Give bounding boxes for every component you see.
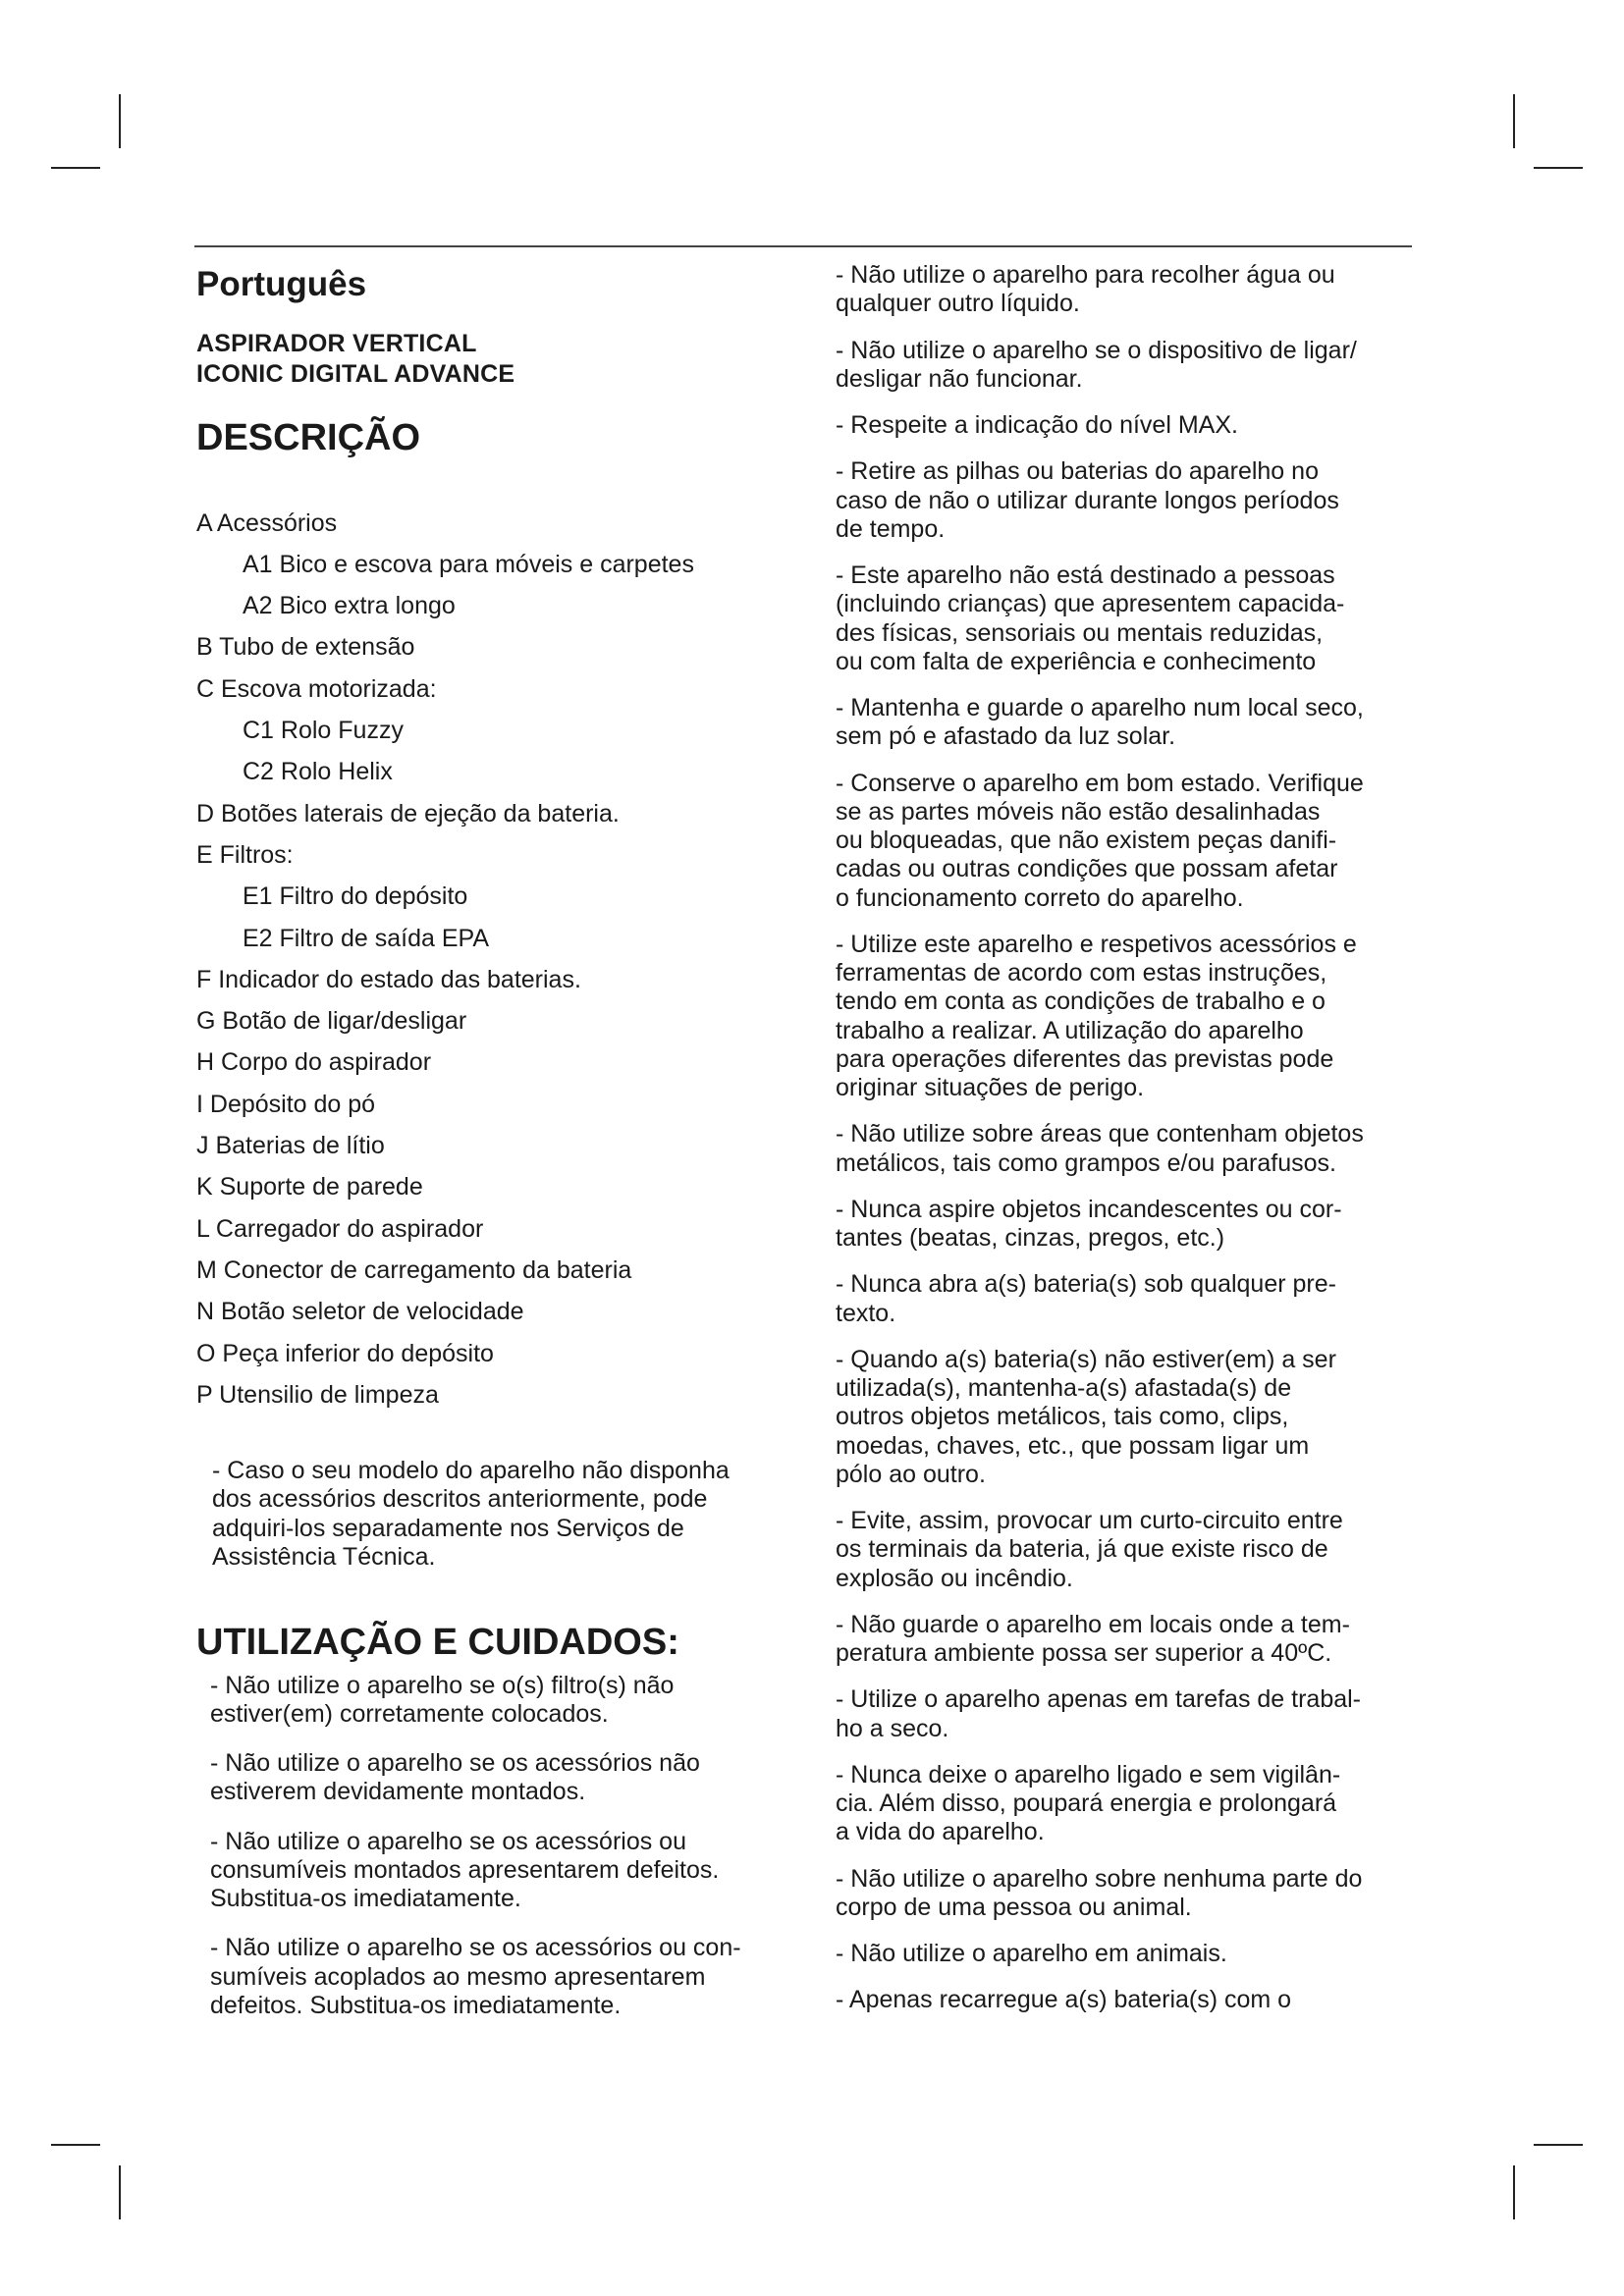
safety-instruction: - Respeite a indicação do nível MAX. xyxy=(836,411,1238,439)
left-column xyxy=(196,261,805,2041)
safety-instruction: - Conserve o aparelho em bom estado. Verifique se as partes móveis não estão desalinhadas ou bloqueadas, que não existem peças danifi- cadas ou outras condições que possam afetar o funcionamento correto do aparelho. xyxy=(836,769,1364,912)
safety-instruction: - Não utilize sobre áreas que contenham objetos metálicos, tais como grampos e/ou parafusos. xyxy=(836,1120,1364,1177)
usage-left-paragraphs xyxy=(196,1672,805,2021)
safety-instruction: - Não utilize o aparelho se o(s) filtro(s) não estiver(em) corretamente colocados. xyxy=(210,1671,675,1728)
parts-list-item: J Baterias de lítio xyxy=(196,1132,385,1160)
parts-list xyxy=(196,503,805,1416)
crop-mark-bottom-right-vertical xyxy=(1513,2165,1515,2219)
safety-instruction: - Este aparelho não está destinado a pessoas (incluindo crianças) que apresentem capacida- des físicas, sensoriais ou mentais reduzidas, ou com falta de experiência e conhecimento xyxy=(836,561,1345,675)
safety-instruction: - Não utilize o aparelho se o dispositivo de ligar/ desligar não funcionar. xyxy=(836,336,1357,393)
product-line-1: ASPIRADOR VERTICAL xyxy=(196,330,477,357)
parts-list-subitem: E2 Filtro de saída EPA xyxy=(243,924,490,952)
product-name xyxy=(196,329,805,389)
crop-mark-top-right-horizontal xyxy=(1534,167,1583,169)
parts-list-subitem: A1 Bico e escova para móveis e carpetes xyxy=(243,550,694,578)
crop-mark-bottom-left-vertical xyxy=(119,2165,121,2219)
parts-list-item: E Filtros: xyxy=(196,840,294,869)
description-heading: DESCRIÇÃO xyxy=(196,417,421,458)
safety-instruction: - Evite, assim, provocar um curto-circuito entre os terminais da bateria, já que existe risco de explosão ou incêndio. xyxy=(836,1507,1343,1592)
product-line-2: ICONIC DIGITAL ADVANCE xyxy=(196,359,515,388)
safety-instruction: - Não utilize o aparelho para recolher água ou qualquer outro líquido. xyxy=(836,261,1335,318)
safety-instruction: - Utilize este aparelho e respetivos acessórios e ferramentas de acordo com estas instruções, tendo em conta as condições de trabalho e o trabalho a realizar. A utilização do aparelho para operações diferentes das previstas pode originar situações de perigo. xyxy=(836,930,1357,1101)
safety-instruction: - Não utilize o aparelho sobre nenhuma parte do corpo de uma pessoa ou animal. xyxy=(836,1864,1363,1921)
crop-mark-top-left-horizontal xyxy=(51,167,100,169)
parts-list-subitem: A2 Bico extra longo xyxy=(243,592,456,620)
parts-list-item: M Conector de carregamento da bateria xyxy=(196,1255,632,1284)
safety-instruction: - Não guarde o aparelho em locais onde a tem- peratura ambiente possa ser superior a 40ºC. xyxy=(836,1610,1350,1667)
parts-list-item: C Escova motorizada: xyxy=(196,674,437,703)
parts-list-item: F Indicador do estado das baterias. xyxy=(196,965,581,993)
usage-right-paragraphs xyxy=(836,261,1435,2015)
crop-mark-bottom-left-horizontal xyxy=(51,2144,100,2146)
usage-heading: UTILIZAÇÃO E CUIDADOS: xyxy=(196,1622,679,1664)
safety-instruction: - Mantenha e guarde o aparelho num local seco, sem pó e afastado da luz solar. xyxy=(836,694,1364,751)
language-heading: Português xyxy=(196,265,367,303)
safety-instruction: - Não utilize o aparelho se os acessórios não estiverem devidamente montados. xyxy=(210,1749,700,1806)
parts-list-item: I Depósito do pó xyxy=(196,1090,376,1118)
safety-instruction: - Não utilize o aparelho em animais. xyxy=(836,1940,1227,1967)
right-column xyxy=(836,261,1435,2033)
safety-instruction: - Apenas recarregue a(s) bateria(s) com o xyxy=(836,1986,1292,2014)
parts-list-subitem: E1 Filtro do depósito xyxy=(243,882,468,911)
safety-instruction: - Utilize o aparelho apenas em tarefas de trabal- ho a seco. xyxy=(836,1685,1362,1742)
safety-instruction: - Não utilize o aparelho se os acessórios ou consumíveis montados apresentarem defeitos. Substitua-os imediatamente. xyxy=(210,1827,720,1913)
safety-instruction: - Nunca deixe o aparelho ligado e sem vigilân- cia. Além disso, poupará energia e prolongará a vida do aparelho. xyxy=(836,1760,1341,1846)
safety-instruction: - Retire as pilhas ou baterias do aparelho no caso de não o utilizar durante longos períodos de tempo. xyxy=(836,457,1339,543)
parts-list-item: B Tubo de extensão xyxy=(196,633,415,662)
parts-list-item: P Utensilio de limpeza xyxy=(196,1380,439,1409)
parts-list-item: G Botão de ligar/desligar xyxy=(196,1007,467,1036)
crop-mark-top-left-vertical xyxy=(119,94,121,148)
parts-list-item: O Peça inferior do depósito xyxy=(196,1339,494,1367)
safety-instruction: - Nunca abra a(s) bateria(s) sob qualquer pre- texto. xyxy=(836,1270,1336,1327)
crop-mark-top-right-vertical xyxy=(1513,94,1515,148)
parts-list-item: K Suporte de parede xyxy=(196,1173,423,1201)
parts-list-subitem: C2 Rolo Helix xyxy=(243,758,393,786)
header-rule xyxy=(194,245,1412,247)
safety-instruction: - Quando a(s) bateria(s) não estiver(em) a ser utilizada(s), mantenha-a(s) afastada(s) de outros objetos metálicos, tais como, clips, moedas, chaves, etc., que possam ligar um pólo ao outro. xyxy=(836,1345,1336,1488)
parts-list-item: L Carregador do aspirador xyxy=(196,1214,484,1243)
crop-mark-bottom-right-horizontal xyxy=(1534,2144,1583,2146)
safety-instruction: - Não utilize o aparelho se os acessórios ou con- sumíveis acoplados ao mesmo apresentarem defeitos. Substitua-os imediatamente. xyxy=(210,1934,741,2019)
safety-instruction: - Nunca aspire objetos incandescentes ou cor- tantes (beatas, cinzas, pregos, etc.) xyxy=(836,1195,1342,1252)
parts-list-item: D Botões laterais de ejeção da bateria. xyxy=(196,799,620,828)
parts-list-item: H Corpo do aspirador xyxy=(196,1048,432,1077)
parts-list-item: N Botão seletor de velocidade xyxy=(196,1298,524,1326)
parts-list-subitem: C1 Rolo Fuzzy xyxy=(243,717,404,745)
parts-list-item: A Acessórios xyxy=(196,508,338,537)
accessories-note: - Caso o seu modelo do aparelho não disponha dos acessórios descritos anteriormente, pode adquiri-los separadamente nos Serviços de Assistência Técnica. xyxy=(212,1457,730,1571)
